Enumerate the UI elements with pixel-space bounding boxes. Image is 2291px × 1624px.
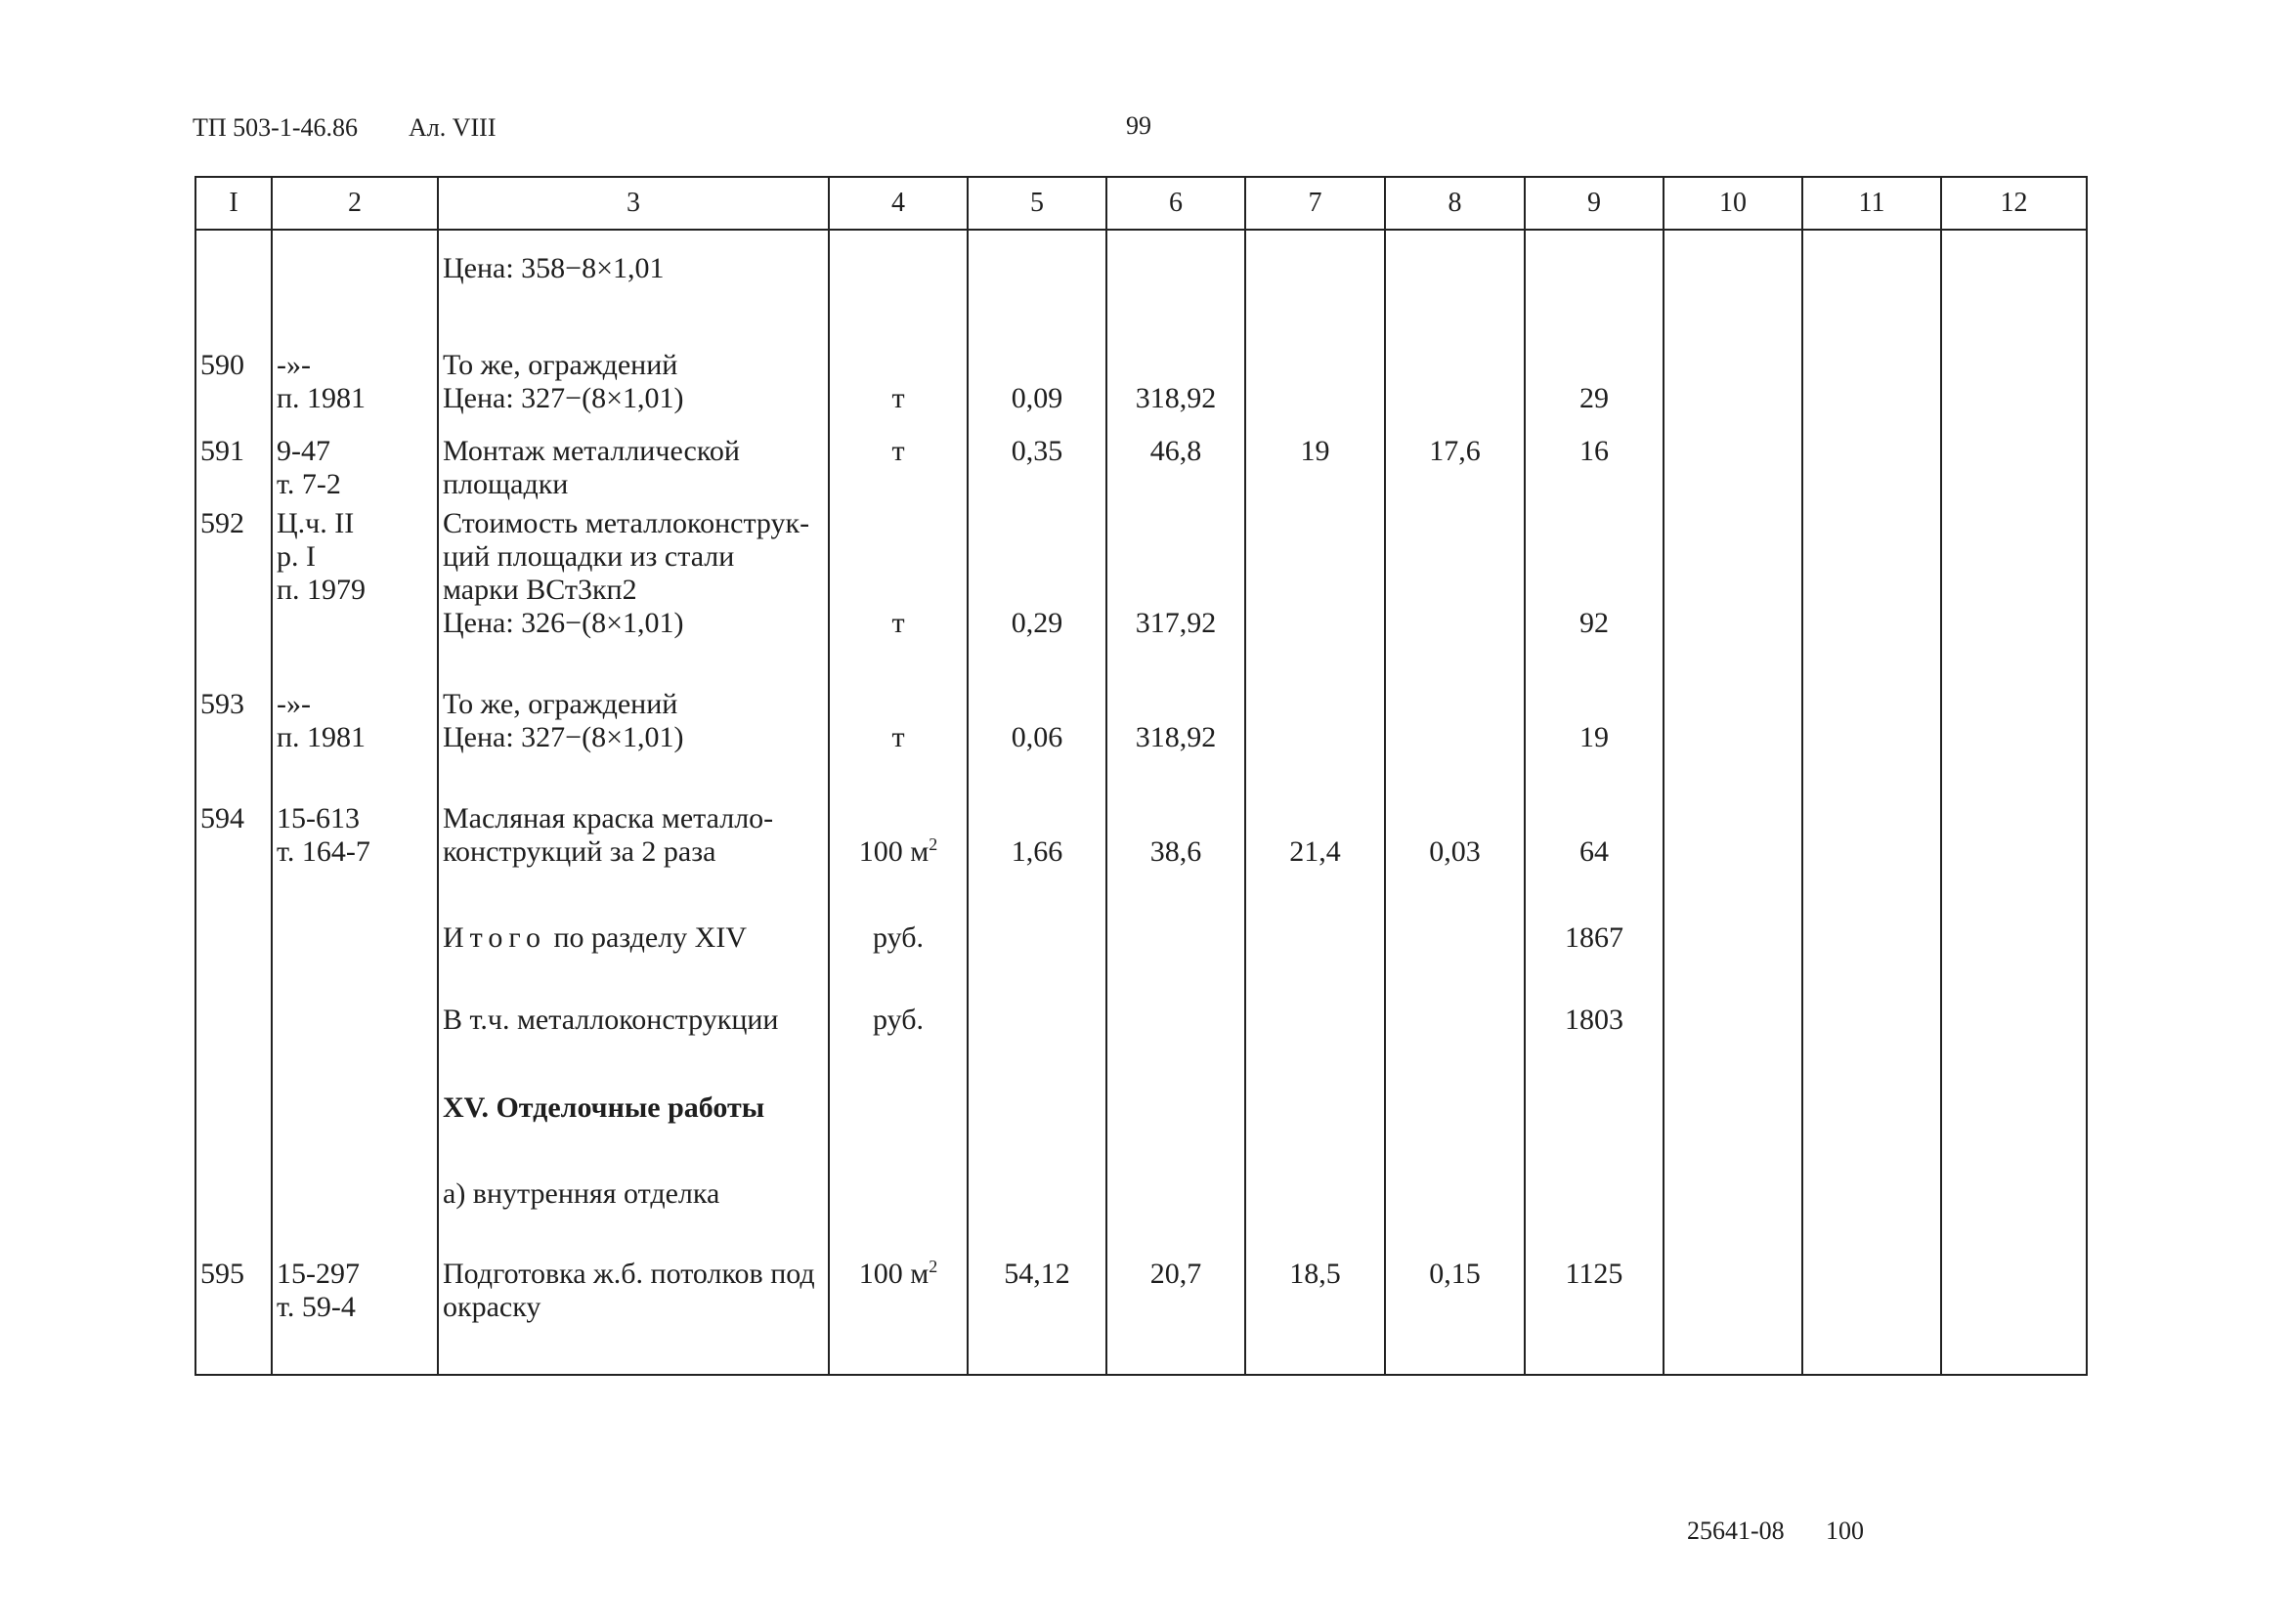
reference-cell bbox=[272, 1048, 438, 1144]
value: 318,92 bbox=[1135, 721, 1217, 753]
description-cell bbox=[438, 308, 829, 423]
column-8-cell bbox=[1385, 1144, 1525, 1222]
text-line: Масляная краска металло- bbox=[443, 802, 774, 834]
text-line: р. I bbox=[277, 540, 316, 573]
text-line: Цена: 327−(8×1,01) bbox=[443, 382, 684, 414]
unit-cell bbox=[829, 1222, 968, 1375]
item-number-cell bbox=[195, 762, 272, 876]
value: 1125 bbox=[1565, 1258, 1623, 1290]
unit: т bbox=[891, 607, 905, 639]
reference-cell bbox=[272, 230, 438, 308]
description-cell bbox=[438, 1144, 829, 1222]
column-12-cell bbox=[1941, 503, 2087, 648]
document-code: ТП 503-1-46.86 bbox=[193, 113, 358, 142]
column-10-cell bbox=[1664, 966, 1802, 1048]
text-line: Цена: 327−(8×1,01) bbox=[443, 721, 684, 753]
table-row bbox=[195, 966, 2087, 1048]
value: 0,09 bbox=[1011, 382, 1063, 414]
item-number-cell bbox=[195, 966, 272, 1048]
value: 38,6 bbox=[1149, 835, 1202, 868]
column-10-cell bbox=[1664, 230, 1802, 308]
column-7-cell bbox=[1245, 503, 1385, 648]
unit-price-cell bbox=[1106, 503, 1245, 648]
reference-cell bbox=[272, 876, 438, 966]
unit-price-cell bbox=[1106, 876, 1245, 966]
column-11-cell bbox=[1802, 648, 1941, 762]
unit-exponent: 2 bbox=[929, 1257, 938, 1276]
quantity-cell bbox=[968, 1048, 1106, 1144]
reference-cell bbox=[272, 308, 438, 423]
column-7-cell bbox=[1245, 966, 1385, 1048]
unit-exponent: 2 bbox=[929, 834, 938, 854]
column-7-cell bbox=[1245, 423, 1385, 503]
quantity-cell bbox=[968, 648, 1106, 762]
text-line: а) внутренняя отделка bbox=[443, 1177, 720, 1210]
value: 92 bbox=[1579, 607, 1609, 639]
column-7-cell bbox=[1245, 1048, 1385, 1144]
column-10-cell bbox=[1664, 876, 1802, 966]
unit-cell bbox=[829, 308, 968, 423]
value: 318,92 bbox=[1135, 382, 1217, 414]
column-10-cell bbox=[1664, 762, 1802, 876]
unit-cell bbox=[829, 876, 968, 966]
column-11-cell bbox=[1802, 1144, 1941, 1222]
unit-cell bbox=[829, 648, 968, 762]
item-number: 594 bbox=[200, 802, 244, 834]
value: 18,5 bbox=[1289, 1258, 1341, 1290]
description-cell bbox=[438, 503, 829, 648]
item-number: 590 bbox=[200, 349, 244, 381]
section-heading: XV. Отделочные работы bbox=[443, 1091, 765, 1124]
table-row bbox=[195, 308, 2087, 423]
value: 29 bbox=[1579, 382, 1609, 414]
column-12-cell bbox=[1941, 423, 2087, 503]
column-number-9: 9 bbox=[1525, 177, 1664, 230]
quantity-cell bbox=[968, 503, 1106, 648]
text-line: В т.ч. металлоконструкции bbox=[443, 1004, 779, 1036]
column-11-cell bbox=[1802, 966, 1941, 1048]
column-12-cell bbox=[1941, 966, 2087, 1048]
text-line: конструкций за 2 раза bbox=[443, 835, 716, 868]
column-8-cell bbox=[1385, 762, 1525, 876]
unit: руб. bbox=[873, 921, 924, 954]
unit-price-cell bbox=[1106, 648, 1245, 762]
unit: руб. bbox=[873, 1004, 924, 1036]
column-7-cell bbox=[1245, 648, 1385, 762]
unit-price-cell bbox=[1106, 762, 1245, 876]
table-row bbox=[195, 423, 2087, 503]
item-number-cell bbox=[195, 648, 272, 762]
column-12-cell bbox=[1941, 308, 2087, 423]
total-cost-cell bbox=[1525, 1222, 1664, 1375]
column-number-11: 11 bbox=[1802, 177, 1941, 230]
table-row bbox=[195, 1048, 2087, 1144]
item-number-cell bbox=[195, 423, 272, 503]
text-line: окраску bbox=[443, 1291, 541, 1323]
value: 317,92 bbox=[1135, 607, 1217, 639]
unit: т bbox=[891, 721, 905, 753]
unit: т bbox=[891, 382, 905, 414]
table-row bbox=[195, 503, 2087, 648]
text-line: То же, ограждений bbox=[443, 688, 678, 720]
reference-cell bbox=[272, 1144, 438, 1222]
page-number: 99 bbox=[1126, 111, 1151, 140]
column-10-cell bbox=[1664, 308, 1802, 423]
column-12-cell bbox=[1941, 1222, 2087, 1375]
description-cell bbox=[438, 1048, 829, 1144]
value: 46,8 bbox=[1149, 435, 1202, 467]
value: 0,35 bbox=[1011, 435, 1063, 467]
description-cell bbox=[438, 648, 829, 762]
text-line: -»- bbox=[277, 349, 311, 381]
column-7-cell bbox=[1245, 762, 1385, 876]
column-8-cell bbox=[1385, 648, 1525, 762]
column-11-cell bbox=[1802, 503, 1941, 648]
text-line: Цена: 358−8×1,01 bbox=[443, 252, 665, 284]
text-line: т. 7-2 bbox=[277, 468, 341, 500]
value: 17,6 bbox=[1429, 435, 1481, 467]
quantity-cell bbox=[968, 423, 1106, 503]
description-cell bbox=[438, 1222, 829, 1375]
column-8-cell bbox=[1385, 966, 1525, 1048]
value: 0,15 bbox=[1429, 1258, 1481, 1290]
column-8-cell bbox=[1385, 1048, 1525, 1144]
total-label-rest: по разделу XIV bbox=[553, 921, 747, 954]
description-cell bbox=[438, 876, 829, 966]
value: 19 bbox=[1579, 721, 1609, 753]
total-cost-cell bbox=[1525, 230, 1664, 308]
unit: 100 м bbox=[858, 835, 929, 868]
column-number-2: 2 bbox=[272, 177, 438, 230]
value: 0,03 bbox=[1429, 835, 1481, 868]
column-8-cell bbox=[1385, 1222, 1525, 1375]
value: 54,12 bbox=[1004, 1258, 1070, 1290]
album-number: Ал. VIII bbox=[409, 113, 497, 142]
value: 1867 bbox=[1565, 921, 1623, 954]
column-7-cell bbox=[1245, 230, 1385, 308]
item-number-cell bbox=[195, 876, 272, 966]
item-number-cell bbox=[195, 1222, 272, 1375]
column-8-cell bbox=[1385, 308, 1525, 423]
unit-cell bbox=[829, 230, 968, 308]
column-10-cell bbox=[1664, 503, 1802, 648]
table-row bbox=[195, 230, 2087, 308]
quantity-cell bbox=[968, 762, 1106, 876]
item-number-cell bbox=[195, 230, 272, 308]
table-body bbox=[195, 230, 2087, 1375]
description-cell bbox=[438, 230, 829, 308]
text-line: п. 1979 bbox=[277, 574, 367, 606]
item-number: 595 bbox=[200, 1258, 244, 1290]
column-11-cell bbox=[1802, 876, 1941, 966]
unit-cell bbox=[829, 1144, 968, 1222]
column-8-cell bbox=[1385, 230, 1525, 308]
column-10-cell bbox=[1664, 423, 1802, 503]
column-number-7: 7 bbox=[1245, 177, 1385, 230]
reference-cell bbox=[272, 966, 438, 1048]
sheet-number: 100 bbox=[1826, 1517, 1864, 1545]
sheet-code: 25641-08 bbox=[1687, 1517, 1785, 1545]
reference-cell bbox=[272, 762, 438, 876]
text-line: Подготовка ж.б. потолков под bbox=[443, 1258, 815, 1290]
text-line: Стоимость металлоконструк- bbox=[443, 507, 810, 539]
text-line: 9-47 bbox=[277, 435, 330, 467]
text-line: п. 1981 bbox=[277, 721, 367, 753]
unit-price-cell bbox=[1106, 308, 1245, 423]
text-line: марки ВСт3кп2 bbox=[443, 574, 637, 606]
column-7-cell bbox=[1245, 876, 1385, 966]
column-number-3: 3 bbox=[438, 177, 829, 230]
column-11-cell bbox=[1802, 230, 1941, 308]
total-cost-cell bbox=[1525, 966, 1664, 1048]
total-cost-cell bbox=[1525, 762, 1664, 876]
column-8-cell bbox=[1385, 503, 1525, 648]
column-number-6: 6 bbox=[1106, 177, 1245, 230]
description-cell bbox=[438, 966, 829, 1048]
total-cost-cell bbox=[1525, 648, 1664, 762]
unit-cell bbox=[829, 966, 968, 1048]
text-line: 15-297 bbox=[277, 1258, 360, 1290]
total-cost-cell bbox=[1525, 503, 1664, 648]
text-line: То же, ограждений bbox=[443, 349, 678, 381]
reference-cell bbox=[272, 503, 438, 648]
column-10-cell bbox=[1664, 1144, 1802, 1222]
column-12-cell bbox=[1941, 648, 2087, 762]
column-7-cell bbox=[1245, 1144, 1385, 1222]
column-10-cell bbox=[1664, 648, 1802, 762]
unit-price-cell bbox=[1106, 1144, 1245, 1222]
item-number: 593 bbox=[200, 688, 244, 720]
unit-price-cell bbox=[1106, 1222, 1245, 1375]
table-row bbox=[195, 876, 2087, 966]
item-number-cell bbox=[195, 308, 272, 423]
text-line: п. 1981 bbox=[277, 382, 367, 414]
reference-cell bbox=[272, 423, 438, 503]
unit-price-cell bbox=[1106, 423, 1245, 503]
table-row bbox=[195, 1144, 2087, 1222]
quantity-cell bbox=[968, 230, 1106, 308]
item-number: 591 bbox=[200, 435, 244, 467]
column-12-cell bbox=[1941, 1048, 2087, 1144]
column-11-cell bbox=[1802, 308, 1941, 423]
column-8-cell bbox=[1385, 423, 1525, 503]
unit-cell bbox=[829, 423, 968, 503]
unit-cell bbox=[829, 762, 968, 876]
text-line: площадки bbox=[443, 468, 569, 500]
unit: т bbox=[891, 435, 905, 467]
value: 0,29 bbox=[1011, 607, 1063, 639]
text-line: т. 59-4 bbox=[277, 1291, 356, 1323]
value: 20,7 bbox=[1149, 1258, 1202, 1290]
column-number-1: I bbox=[195, 177, 272, 230]
item-number: 592 bbox=[200, 507, 244, 539]
total-cost-cell bbox=[1525, 1144, 1664, 1222]
text-line: 15-613 bbox=[277, 802, 360, 834]
quantity-cell bbox=[968, 876, 1106, 966]
text-line: т. 164-7 bbox=[277, 835, 370, 868]
value: 19 bbox=[1300, 435, 1330, 467]
column-8-cell bbox=[1385, 876, 1525, 966]
total-label: Итого bbox=[443, 921, 546, 954]
item-number-cell bbox=[195, 503, 272, 648]
column-11-cell bbox=[1802, 1048, 1941, 1144]
column-number-10: 10 bbox=[1664, 177, 1802, 230]
value: 21,4 bbox=[1289, 835, 1341, 868]
column-12-cell bbox=[1941, 230, 2087, 308]
column-11-cell bbox=[1802, 762, 1941, 876]
table-row bbox=[195, 648, 2087, 762]
column-7-cell bbox=[1245, 1222, 1385, 1375]
item-number-cell bbox=[195, 1144, 272, 1222]
description-cell bbox=[438, 423, 829, 503]
column-number-5: 5 bbox=[968, 177, 1106, 230]
table-row bbox=[195, 762, 2087, 876]
unit-price-cell bbox=[1106, 966, 1245, 1048]
column-number-row bbox=[195, 177, 2087, 230]
description-cell bbox=[438, 762, 829, 876]
unit-cell bbox=[829, 503, 968, 648]
text-line: Ц.ч. II bbox=[277, 507, 355, 539]
item-number-cell bbox=[195, 1048, 272, 1144]
column-12-cell bbox=[1941, 876, 2087, 966]
unit: 100 м bbox=[858, 1258, 929, 1290]
text-line: Монтаж металлической bbox=[443, 435, 740, 467]
quantity-cell bbox=[968, 308, 1106, 423]
text-line: Цена: 326−(8×1,01) bbox=[443, 607, 684, 639]
reference-cell bbox=[272, 648, 438, 762]
column-number-12: 12 bbox=[1941, 177, 2087, 230]
column-7-cell bbox=[1245, 308, 1385, 423]
estimate-table bbox=[195, 176, 2088, 1376]
table-row bbox=[195, 1222, 2087, 1375]
value: 64 bbox=[1579, 835, 1609, 868]
total-cost-cell bbox=[1525, 876, 1664, 966]
text-line: -»- bbox=[277, 688, 311, 720]
unit-price-cell bbox=[1106, 1048, 1245, 1144]
value: 1,66 bbox=[1011, 835, 1063, 868]
value: 0,06 bbox=[1011, 721, 1063, 753]
column-11-cell bbox=[1802, 1222, 1941, 1375]
column-12-cell bbox=[1941, 1144, 2087, 1222]
quantity-cell bbox=[968, 966, 1106, 1048]
reference-cell bbox=[272, 1222, 438, 1375]
column-12-cell bbox=[1941, 762, 2087, 876]
value: 1803 bbox=[1565, 1004, 1623, 1036]
total-cost-cell bbox=[1525, 308, 1664, 423]
unit-price-cell bbox=[1106, 230, 1245, 308]
column-number-8: 8 bbox=[1385, 177, 1525, 230]
total-cost-cell bbox=[1525, 423, 1664, 503]
column-10-cell bbox=[1664, 1222, 1802, 1375]
text-line: ций площадки из стали bbox=[443, 540, 735, 573]
column-10-cell bbox=[1664, 1048, 1802, 1144]
column-11-cell bbox=[1802, 423, 1941, 503]
quantity-cell bbox=[968, 1222, 1106, 1375]
column-number-4: 4 bbox=[829, 177, 968, 230]
total-cost-cell bbox=[1525, 1048, 1664, 1144]
value: 16 bbox=[1579, 435, 1609, 467]
unit-cell bbox=[829, 1048, 968, 1144]
quantity-cell bbox=[968, 1144, 1106, 1222]
